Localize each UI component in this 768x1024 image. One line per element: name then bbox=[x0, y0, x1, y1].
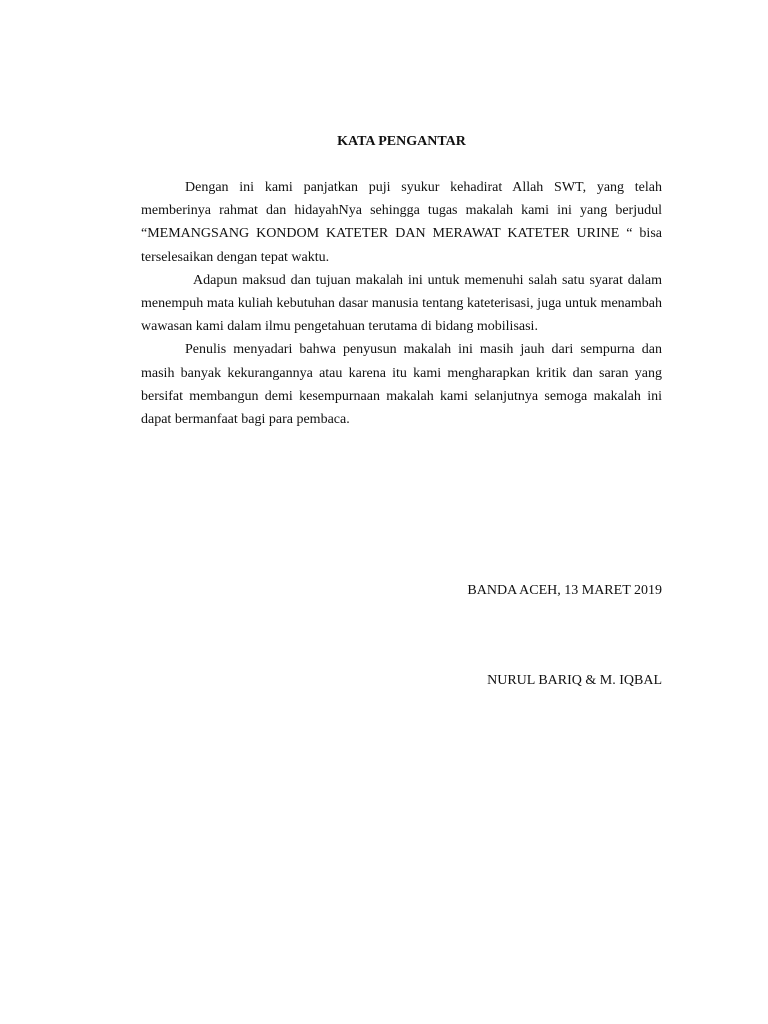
paragraph-1: Dengan ini kami panjatkan puji syukur kehadirat Allah SWT, yang telah memberinya rahmat dan hidayahNya sehingga tugas makalah kami ini yang berjudul “MEMANGSANG KONDOM KATETER DAN MERAWAT KATETER URINE “ bisa terselesaikan dengan tepat waktu. bbox=[141, 180, 662, 265]
body-text bbox=[141, 176, 662, 431]
paragraph-3: Penulis menyadari bahwa penyusun makalah ini masih jauh dari sempurna dan masih banyak kekurangannya atau karena itu kami mengharapkan kritik dan saran yang bersifat membangun demi kesempurnaan makalah kami selanjutnya semoga makalah ini dapat bermanfaat bagi para pembaca. bbox=[141, 342, 662, 428]
page-title: KATA PENGANTAR bbox=[337, 134, 466, 149]
paragraph-2: Adapun maksud dan tujuan makalah ini untuk memenuhi salah satu syarat dalam menempuh mata kuliah kebutuhan dasar manusia tentang kateterisasi, juga untuk menambah wawasan kami dalam ilmu pengetahuan terutama di bidang mobilisasi. bbox=[141, 272, 662, 335]
place-date: BANDA ACEH, 13 MARET 2019 bbox=[467, 583, 662, 598]
author-names: NURUL BARIQ & M. IQBAL bbox=[487, 673, 662, 688]
